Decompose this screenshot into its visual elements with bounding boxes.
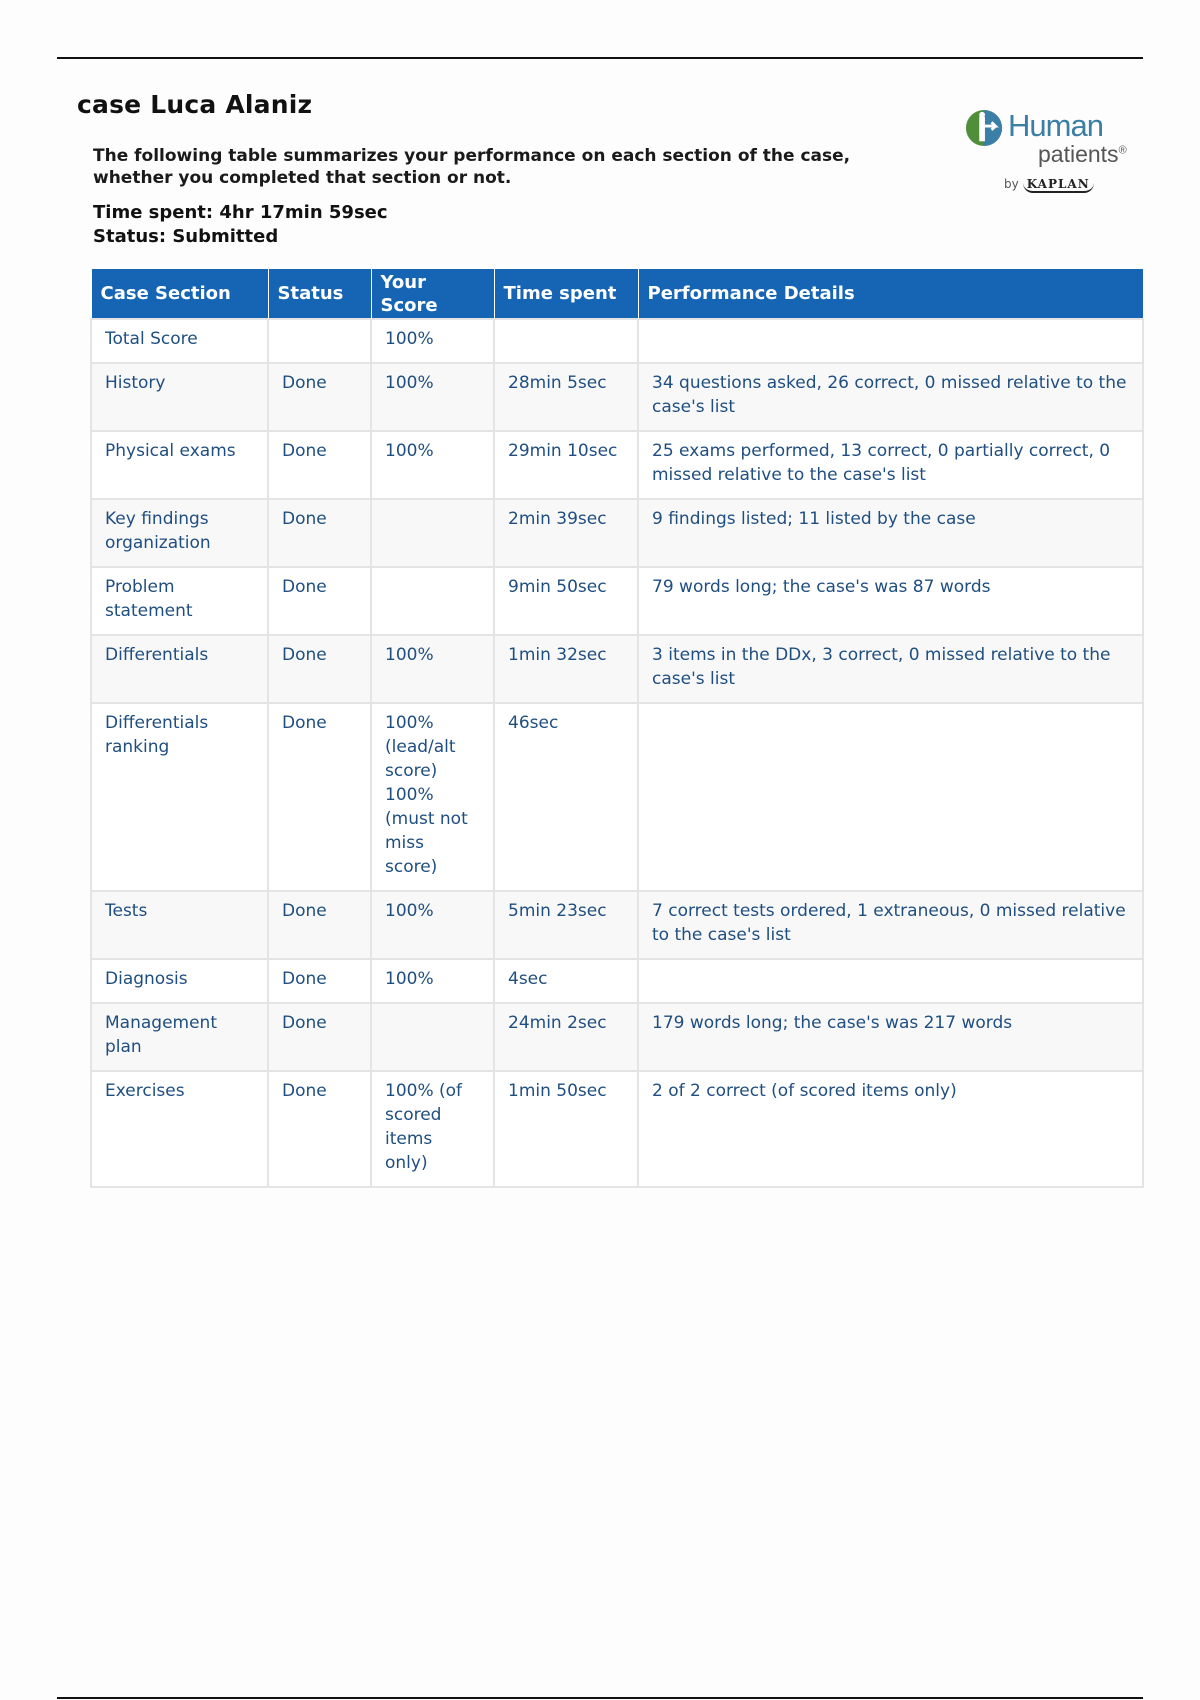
cell-details xyxy=(638,703,1143,891)
cell-score: 100% xyxy=(371,319,494,363)
cell-time: 4sec xyxy=(494,959,638,1003)
table-row xyxy=(91,1071,1143,1187)
table-row xyxy=(91,891,1143,959)
human-patients-logo-icon xyxy=(965,109,1003,147)
cell-score: 100% (of scored items only) xyxy=(371,1071,494,1187)
cell-details: 25 exams performed, 13 correct, 0 partially correct, 0 missed relative to the case's list xyxy=(638,431,1143,499)
cell-time: 46sec xyxy=(494,703,638,891)
bottom-rule xyxy=(57,1697,1143,1699)
cell-score: 100% xyxy=(371,431,494,499)
performance-table xyxy=(90,268,1144,1188)
table-row xyxy=(91,567,1143,635)
cell-score: 100% xyxy=(371,959,494,1003)
cell-status: Done xyxy=(268,363,371,431)
logo-brand-text: Human xyxy=(1008,108,1103,143)
top-rule xyxy=(57,57,1143,59)
cell-details: 179 words long; the case's was 217 words xyxy=(638,1003,1143,1071)
human-patients-logo xyxy=(960,105,1135,201)
cell-status: Done xyxy=(268,1071,371,1187)
cell-status xyxy=(268,319,371,363)
table-row xyxy=(91,1003,1143,1071)
status-text: Status: Submitted xyxy=(93,226,279,247)
cell-score xyxy=(371,499,494,567)
cell-section: Problem statement xyxy=(91,567,268,635)
cell-time: 1min 32sec xyxy=(494,635,638,703)
cell-section: Differentials ranking xyxy=(91,703,268,891)
cell-time: 1min 50sec xyxy=(494,1071,638,1187)
cell-details: 3 items in the DDx, 3 correct, 0 missed relative to the case's list xyxy=(638,635,1143,703)
cell-section: Management plan xyxy=(91,1003,268,1071)
cell-status: Done xyxy=(268,567,371,635)
table-header-row xyxy=(91,269,1143,320)
cell-details xyxy=(638,319,1143,363)
cell-score: 100% (lead/alt score) 100% (must not miss score) xyxy=(371,703,494,891)
cell-details: 79 words long; the case's was 87 words xyxy=(638,567,1143,635)
cell-score: 100% xyxy=(371,891,494,959)
cell-section: Exercises xyxy=(91,1071,268,1187)
cell-status: Done xyxy=(268,499,371,567)
cell-time: 5min 23sec xyxy=(494,891,638,959)
table-row xyxy=(91,363,1143,431)
table-row xyxy=(91,703,1143,891)
cell-score xyxy=(371,567,494,635)
cell-time: 2min 39sec xyxy=(494,499,638,567)
cell-status: Done xyxy=(268,431,371,499)
cell-section: Tests xyxy=(91,891,268,959)
page-title: case Luca Alaniz xyxy=(77,90,313,119)
cell-score: 100% xyxy=(371,363,494,431)
column-header-case-section: Case Section xyxy=(91,269,268,320)
table-row xyxy=(91,635,1143,703)
column-header-performance-details: Performance Details xyxy=(638,269,1143,320)
cell-status: Done xyxy=(268,635,371,703)
table-row xyxy=(91,319,1143,363)
column-header-your-score: Your Score xyxy=(371,269,494,320)
summary-meta xyxy=(93,201,388,249)
cell-status: Done xyxy=(268,891,371,959)
cell-details: 9 findings listed; 11 listed by the case xyxy=(638,499,1143,567)
cell-details xyxy=(638,959,1143,1003)
column-header-time-spent: Time spent xyxy=(494,269,638,320)
column-header-status: Status xyxy=(268,269,371,320)
cell-section: Differentials xyxy=(91,635,268,703)
table-row xyxy=(91,959,1143,1003)
cell-time: 29min 10sec xyxy=(494,431,638,499)
cell-score xyxy=(371,1003,494,1071)
cell-section: Total Score xyxy=(91,319,268,363)
cell-time: 28min 5sec xyxy=(494,363,638,431)
table-row xyxy=(91,431,1143,499)
cell-status: Done xyxy=(268,703,371,891)
cell-status: Done xyxy=(268,1003,371,1071)
kaplan-wordmark: KAPLAN xyxy=(1023,177,1094,193)
cell-time: 24min 2sec xyxy=(494,1003,638,1071)
cell-time xyxy=(494,319,638,363)
cell-section: History xyxy=(91,363,268,431)
logo-sub-text: patients® xyxy=(1038,141,1127,167)
cell-section: Diagnosis xyxy=(91,959,268,1003)
cell-time: 9min 50sec xyxy=(494,567,638,635)
cell-section: Physical exams xyxy=(91,431,268,499)
cell-details: 2 of 2 correct (of scored items only) xyxy=(638,1071,1143,1187)
cell-section: Key findings organization xyxy=(91,499,268,567)
cell-status: Done xyxy=(268,959,371,1003)
cell-details: 7 correct tests ordered, 1 extraneous, 0 missed relative to the case's list xyxy=(638,891,1143,959)
table-row xyxy=(91,499,1143,567)
logo-by-kaplan: by KAPLAN xyxy=(1004,177,1094,191)
cell-details: 34 questions asked, 26 correct, 0 missed relative to the case's list xyxy=(638,363,1143,431)
time-spent: Time spent: 4hr 17min 59sec xyxy=(93,202,388,223)
intro-text: The following table summarizes your performance on each section of the case, whether you completed that section or not. xyxy=(93,146,851,188)
cell-score: 100% xyxy=(371,635,494,703)
